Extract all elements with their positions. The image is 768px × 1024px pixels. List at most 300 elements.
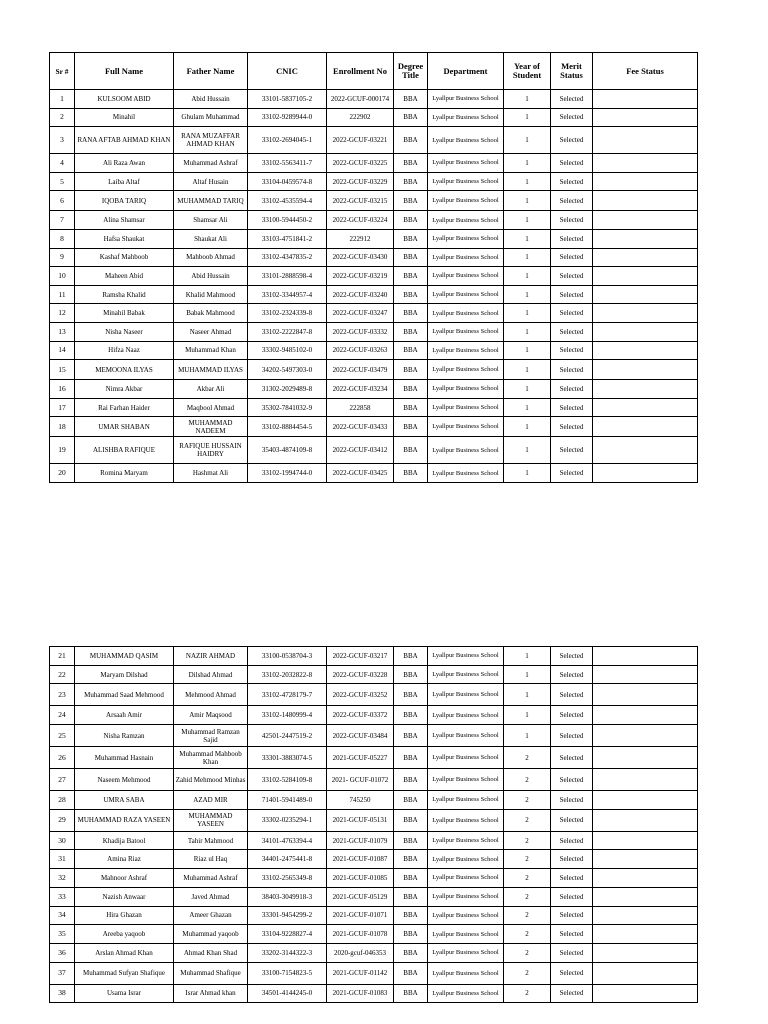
full-name-cell: Amina Riaz — [75, 850, 174, 869]
degree-title-cell: BBA — [394, 398, 428, 417]
student-table-1 — [49, 52, 698, 483]
father-name-cell: Mahboob Ahmad — [174, 248, 248, 267]
merit-status-cell: Selected — [551, 869, 593, 888]
cnic-cell: 42501-2447519-2 — [248, 725, 327, 747]
department-cell: Lyallpur Business School — [428, 267, 504, 286]
sr-cell: 26 — [50, 747, 75, 769]
father-name-cell: Khalid Mahmood — [174, 285, 248, 304]
merit-status-cell: Selected — [551, 925, 593, 944]
degree-title-cell: BBA — [394, 887, 428, 906]
cnic-cell: 33102-1480999-4 — [248, 706, 327, 725]
degree-title-cell: BBA — [394, 925, 428, 944]
table-1-body — [50, 90, 698, 483]
full-name-cell: Ali Raza Awan — [75, 154, 174, 173]
merit-status-cell: Selected — [551, 191, 593, 211]
full-name-cell: Nisha Ramzan — [75, 725, 174, 747]
sr-cell: 38 — [50, 984, 75, 1003]
department-cell: Lyallpur Business School — [428, 191, 504, 211]
department-cell: Lyallpur Business School — [428, 850, 504, 869]
fee-status-cell — [593, 869, 698, 888]
degree-title-cell: BBA — [394, 267, 428, 286]
year-of-student-cell: 1 — [504, 398, 551, 417]
table-row — [50, 172, 698, 191]
department-cell: Lyallpur Business School — [428, 706, 504, 725]
table-row — [50, 962, 698, 984]
degree-title-cell: BBA — [394, 831, 428, 850]
full-name-cell: Maheen Abid — [75, 267, 174, 286]
enrollment-no-cell: 2021-GCUF-05129 — [327, 887, 394, 906]
degree-title-cell: BBA — [394, 108, 428, 127]
fee-status-cell — [593, 437, 698, 464]
table-row — [50, 341, 698, 360]
fee-status-cell — [593, 850, 698, 869]
father-name-cell: Ameer Ghazan — [174, 906, 248, 925]
department-cell: Lyallpur Business School — [428, 398, 504, 417]
father-name-cell: Babak Mahmood — [174, 304, 248, 323]
department-cell: Lyallpur Business School — [428, 380, 504, 399]
sr-cell: 37 — [50, 962, 75, 984]
merit-status-cell: Selected — [551, 380, 593, 399]
year-of-student-cell: 2 — [504, 984, 551, 1003]
sr-cell: 36 — [50, 943, 75, 962]
cnic-cell: 33103-4751841-2 — [248, 229, 327, 248]
degree-title-cell: BBA — [394, 191, 428, 211]
father-name-cell: Amir Maqsood — [174, 706, 248, 725]
full-name-cell: Kashaf Mahboob — [75, 248, 174, 267]
table-row — [50, 769, 698, 791]
table-row — [50, 925, 698, 944]
enrollment-no-cell: 2022-GCUF-03430 — [327, 248, 394, 267]
fee-status-cell — [593, 906, 698, 925]
enrollment-no-cell: 222902 — [327, 108, 394, 127]
enrollment-no-cell: 745250 — [327, 791, 394, 810]
year-of-student-cell: 1 — [504, 725, 551, 747]
year-of-student-cell: 1 — [504, 322, 551, 341]
year-of-student-cell: 1 — [504, 341, 551, 360]
full-name-cell: MUHAMMAD RAZA YASEEN — [75, 809, 174, 831]
table-row — [50, 360, 698, 380]
cnic-cell: 33102-2694045-1 — [248, 127, 327, 154]
fee-status-cell — [593, 267, 698, 286]
degree-title-cell: BBA — [394, 172, 428, 191]
merit-status-cell: Selected — [551, 267, 593, 286]
merit-status-cell: Selected — [551, 211, 593, 230]
year-of-student-cell: 2 — [504, 943, 551, 962]
degree-title-cell: BBA — [394, 869, 428, 888]
department-cell: Lyallpur Business School — [428, 887, 504, 906]
fee-status-cell — [593, 769, 698, 791]
student-table-2 — [49, 646, 698, 1003]
father-name-cell: Akbar Ali — [174, 380, 248, 399]
full-name-cell: Rai Farhan Haider — [75, 398, 174, 417]
department-cell: Lyallpur Business School — [428, 809, 504, 831]
header-merit-status: Merit Status — [551, 53, 593, 90]
header-year-of-student: Year of Student — [504, 53, 551, 90]
full-name-cell: Hifza Naaz — [75, 341, 174, 360]
merit-status-cell: Selected — [551, 437, 593, 464]
merit-status-cell: Selected — [551, 154, 593, 173]
cnic-cell: 33202-3144322-3 — [248, 943, 327, 962]
sr-cell: 33 — [50, 887, 75, 906]
year-of-student-cell: 1 — [504, 127, 551, 154]
full-name-cell: Arslan Ahmad Khan — [75, 943, 174, 962]
table-row — [50, 831, 698, 850]
cnic-cell: 38403-3049918-3 — [248, 887, 327, 906]
table-row — [50, 285, 698, 304]
merit-status-cell: Selected — [551, 887, 593, 906]
fee-status-cell — [593, 665, 698, 684]
year-of-student-cell: 1 — [504, 154, 551, 173]
full-name-cell: Laiba Altaf — [75, 172, 174, 191]
department-cell: Lyallpur Business School — [428, 437, 504, 464]
sr-cell: 14 — [50, 341, 75, 360]
merit-status-cell: Selected — [551, 725, 593, 747]
cnic-cell: 35403-4874109-8 — [248, 437, 327, 464]
merit-status-cell: Selected — [551, 341, 593, 360]
year-of-student-cell: 1 — [504, 248, 551, 267]
table-row — [50, 267, 698, 286]
full-name-cell: Hira Ghazan — [75, 906, 174, 925]
full-name-cell: Naseem Mehmood — [75, 769, 174, 791]
full-name-cell: Minahil Babak — [75, 304, 174, 323]
sr-cell: 34 — [50, 906, 75, 925]
enrollment-no-cell: 2022-GCUF-03484 — [327, 725, 394, 747]
merit-status-cell: Selected — [551, 809, 593, 831]
full-name-cell: UMAR SHABAN — [75, 417, 174, 437]
sr-cell: 2 — [50, 108, 75, 127]
table-row — [50, 211, 698, 230]
cnic-cell: 31302-2029489-8 — [248, 380, 327, 399]
full-name-cell: UMRA SABA — [75, 791, 174, 810]
fee-status-cell — [593, 984, 698, 1003]
header-sr: Sr # — [50, 53, 75, 90]
table-row — [50, 90, 698, 109]
fee-status-cell — [593, 304, 698, 323]
cnic-cell: 34202-5497303-0 — [248, 360, 327, 380]
year-of-student-cell: 2 — [504, 769, 551, 791]
degree-title-cell: BBA — [394, 769, 428, 791]
department-cell: Lyallpur Business School — [428, 984, 504, 1003]
degree-title-cell: BBA — [394, 464, 428, 483]
table-row — [50, 869, 698, 888]
sr-cell: 6 — [50, 191, 75, 211]
department-cell: Lyallpur Business School — [428, 417, 504, 437]
full-name-cell: ALISHBA RAFIQUE — [75, 437, 174, 464]
full-name-cell: IQOBA TARIQ — [75, 191, 174, 211]
table-row — [50, 248, 698, 267]
fee-status-cell — [593, 90, 698, 109]
cnic-cell: 33102-2565349-8 — [248, 869, 327, 888]
year-of-student-cell: 2 — [504, 906, 551, 925]
enrollment-no-cell: 2021-GCUF-01142 — [327, 962, 394, 984]
fee-status-cell — [593, 360, 698, 380]
cnic-cell: 33302-0235294-1 — [248, 809, 327, 831]
enrollment-no-cell: 2022-GCUF-03240 — [327, 285, 394, 304]
degree-title-cell: BBA — [394, 211, 428, 230]
department-cell: Lyallpur Business School — [428, 769, 504, 791]
father-name-cell: MUHAMMAD ILYAS — [174, 360, 248, 380]
enrollment-no-cell: 2022-GCUF-03252 — [327, 684, 394, 706]
cnic-cell: 33102-9289944-0 — [248, 108, 327, 127]
merit-status-cell: Selected — [551, 943, 593, 962]
cnic-cell: 33101-5837105-2 — [248, 90, 327, 109]
enrollment-no-cell: 2022-GCUF-03215 — [327, 191, 394, 211]
fee-status-cell — [593, 380, 698, 399]
fee-status-cell — [593, 211, 698, 230]
merit-status-cell: Selected — [551, 769, 593, 791]
father-name-cell: MUHAMMAD TARIQ — [174, 191, 248, 211]
enrollment-no-cell: 2021-GCUF-01079 — [327, 831, 394, 850]
father-name-cell: Altaf Husain — [174, 172, 248, 191]
cnic-cell: 33102-4535594-4 — [248, 191, 327, 211]
enrollment-no-cell: 222858 — [327, 398, 394, 417]
department-cell: Lyallpur Business School — [428, 172, 504, 191]
department-cell: Lyallpur Business School — [428, 791, 504, 810]
full-name-cell: Romina Maryam — [75, 464, 174, 483]
year-of-student-cell: 2 — [504, 869, 551, 888]
degree-title-cell: BBA — [394, 90, 428, 109]
degree-title-cell: BBA — [394, 380, 428, 399]
table-row — [50, 706, 698, 725]
merit-status-cell: Selected — [551, 417, 593, 437]
full-name-cell: Minahil — [75, 108, 174, 127]
sr-cell: 11 — [50, 285, 75, 304]
sr-cell: 1 — [50, 90, 75, 109]
cnic-cell: 33100-0538704-3 — [248, 647, 327, 666]
fee-status-cell — [593, 417, 698, 437]
father-name-cell: Ahmad Khan Shad — [174, 943, 248, 962]
cnic-cell: 33104-0459574-8 — [248, 172, 327, 191]
year-of-student-cell: 1 — [504, 464, 551, 483]
fee-status-cell — [593, 229, 698, 248]
fee-status-cell — [593, 464, 698, 483]
fee-status-cell — [593, 341, 698, 360]
sr-cell: 25 — [50, 725, 75, 747]
fee-status-cell — [593, 191, 698, 211]
sr-cell: 3 — [50, 127, 75, 154]
department-cell: Lyallpur Business School — [428, 127, 504, 154]
father-name-cell: MUHAMMAD NADEEM — [174, 417, 248, 437]
year-of-student-cell: 2 — [504, 962, 551, 984]
department-cell: Lyallpur Business School — [428, 665, 504, 684]
fee-status-cell — [593, 706, 698, 725]
merit-status-cell: Selected — [551, 906, 593, 925]
year-of-student-cell: 1 — [504, 304, 551, 323]
full-name-cell: Alina Shamsar — [75, 211, 174, 230]
sr-cell: 9 — [50, 248, 75, 267]
degree-title-cell: BBA — [394, 943, 428, 962]
degree-title-cell: BBA — [394, 706, 428, 725]
fee-status-cell — [593, 322, 698, 341]
degree-title-cell: BBA — [394, 341, 428, 360]
degree-title-cell: BBA — [394, 229, 428, 248]
header-full-name: Full Name — [75, 53, 174, 90]
cnic-cell: 34401-2475441-8 — [248, 850, 327, 869]
department-cell: Lyallpur Business School — [428, 360, 504, 380]
degree-title-cell: BBA — [394, 647, 428, 666]
father-name-cell: Muhammad Ashraf — [174, 154, 248, 173]
cnic-cell: 33100-7154823-5 — [248, 962, 327, 984]
department-cell: Lyallpur Business School — [428, 725, 504, 747]
enrollment-no-cell: 2022-GCUF-03412 — [327, 437, 394, 464]
table-row — [50, 108, 698, 127]
full-name-cell: Maryam Dilshad — [75, 665, 174, 684]
table-row — [50, 906, 698, 925]
sr-cell: 21 — [50, 647, 75, 666]
degree-title-cell: BBA — [394, 417, 428, 437]
department-cell: Lyallpur Business School — [428, 211, 504, 230]
department-cell: Lyallpur Business School — [428, 925, 504, 944]
table-row — [50, 127, 698, 154]
cnic-cell: 33102-4728179-7 — [248, 684, 327, 706]
full-name-cell: Areeba yaqoob — [75, 925, 174, 944]
year-of-student-cell: 1 — [504, 108, 551, 127]
table-row — [50, 437, 698, 464]
father-name-cell: Maqbool Ahmad — [174, 398, 248, 417]
department-cell: Lyallpur Business School — [428, 943, 504, 962]
year-of-student-cell: 2 — [504, 850, 551, 869]
full-name-cell: RANA AFTAB AHMAD KHAN — [75, 127, 174, 154]
department-cell: Lyallpur Business School — [428, 285, 504, 304]
father-name-cell: Javed Ahmad — [174, 887, 248, 906]
sr-cell: 8 — [50, 229, 75, 248]
table-row — [50, 665, 698, 684]
year-of-student-cell: 1 — [504, 684, 551, 706]
father-name-cell: Shamsar Ali — [174, 211, 248, 230]
father-name-cell: Tahir Mahmood — [174, 831, 248, 850]
year-of-student-cell: 2 — [504, 925, 551, 944]
enrollment-no-cell: 2022-GCUF-03263 — [327, 341, 394, 360]
merit-status-cell: Selected — [551, 791, 593, 810]
table-row — [50, 647, 698, 666]
table-row — [50, 417, 698, 437]
enrollment-no-cell: 2021-GCUF-01071 — [327, 906, 394, 925]
fee-status-cell — [593, 108, 698, 127]
fee-status-cell — [593, 747, 698, 769]
degree-title-cell: BBA — [394, 437, 428, 464]
full-name-cell: Ramsha Khalid — [75, 285, 174, 304]
merit-status-cell: Selected — [551, 747, 593, 769]
table-row — [50, 322, 698, 341]
father-name-cell: RAFIQUE HUSSAIN HAIDRY — [174, 437, 248, 464]
fee-status-cell — [593, 398, 698, 417]
year-of-student-cell: 1 — [504, 211, 551, 230]
full-name-cell: Muhammad Saad Mehmood — [75, 684, 174, 706]
sr-cell: 24 — [50, 706, 75, 725]
table-row — [50, 984, 698, 1003]
cnic-cell: 33102-1994744-0 — [248, 464, 327, 483]
table-row — [50, 464, 698, 483]
cnic-cell: 33301-9454299-2 — [248, 906, 327, 925]
enrollment-no-cell: 2022-GCUF-03225 — [327, 154, 394, 173]
cnic-cell: 33301-3883074-5 — [248, 747, 327, 769]
degree-title-cell: BBA — [394, 665, 428, 684]
header-department: Department — [428, 53, 504, 90]
sr-cell: 7 — [50, 211, 75, 230]
enrollment-no-cell: 2020-gcuf-046353 — [327, 943, 394, 962]
sr-cell: 5 — [50, 172, 75, 191]
enrollment-no-cell: 2022-GCUF-03228 — [327, 665, 394, 684]
table-2-body — [50, 647, 698, 1003]
cnic-cell: 33101-2888598-4 — [248, 267, 327, 286]
degree-title-cell: BBA — [394, 127, 428, 154]
enrollment-no-cell: 2022-GCUF-03234 — [327, 380, 394, 399]
department-cell: Lyallpur Business School — [428, 869, 504, 888]
sr-cell: 18 — [50, 417, 75, 437]
sr-cell: 10 — [50, 267, 75, 286]
merit-status-cell: Selected — [551, 398, 593, 417]
merit-status-cell: Selected — [551, 665, 593, 684]
year-of-student-cell: 1 — [504, 665, 551, 684]
table-row — [50, 304, 698, 323]
father-name-cell: Abid Hussain — [174, 267, 248, 286]
fee-status-cell — [593, 725, 698, 747]
year-of-student-cell: 2 — [504, 831, 551, 850]
sr-cell: 27 — [50, 769, 75, 791]
sr-cell: 29 — [50, 809, 75, 831]
merit-status-cell: Selected — [551, 984, 593, 1003]
degree-title-cell: BBA — [394, 984, 428, 1003]
department-cell: Lyallpur Business School — [428, 322, 504, 341]
header-fee-status: Fee Status — [593, 53, 698, 90]
enrollment-no-cell: 2021-GCUF-01085 — [327, 869, 394, 888]
full-name-cell: Mahnoor Ashraf — [75, 869, 174, 888]
department-cell: Lyallpur Business School — [428, 906, 504, 925]
cnic-cell: 33102-2222847-8 — [248, 322, 327, 341]
enrollment-no-cell: 2022-GCUF-03219 — [327, 267, 394, 286]
sr-cell: 28 — [50, 791, 75, 810]
father-name-cell: Muhammad Mahboob Khan — [174, 747, 248, 769]
sr-cell: 35 — [50, 925, 75, 944]
cnic-cell: 34501-4144245-0 — [248, 984, 327, 1003]
enrollment-no-cell: 2021-GCUF-05131 — [327, 809, 394, 831]
year-of-student-cell: 1 — [504, 437, 551, 464]
table-row — [50, 943, 698, 962]
merit-status-cell: Selected — [551, 172, 593, 191]
year-of-student-cell: 1 — [504, 647, 551, 666]
enrollment-no-cell: 2022-GCUF-03247 — [327, 304, 394, 323]
merit-status-cell: Selected — [551, 304, 593, 323]
father-name-cell: Muhammad Ramzan Sajid — [174, 725, 248, 747]
fee-status-cell — [593, 925, 698, 944]
fee-status-cell — [593, 127, 698, 154]
degree-title-cell: BBA — [394, 304, 428, 323]
fee-status-cell — [593, 647, 698, 666]
department-cell: Lyallpur Business School — [428, 341, 504, 360]
full-name-cell: Nisha Naseer — [75, 322, 174, 341]
enrollment-no-cell: 2022-GCUF-03221 — [327, 127, 394, 154]
cnic-cell: 33102-2032822-8 — [248, 665, 327, 684]
father-name-cell: AZAD MIR — [174, 791, 248, 810]
table-row — [50, 791, 698, 810]
full-name-cell: Nimra Akbar — [75, 380, 174, 399]
father-name-cell: Shaukat Ali — [174, 229, 248, 248]
table-row — [50, 809, 698, 831]
department-cell: Lyallpur Business School — [428, 304, 504, 323]
fee-status-cell — [593, 962, 698, 984]
enrollment-no-cell: 222912 — [327, 229, 394, 248]
table-row — [50, 380, 698, 399]
table-row — [50, 684, 698, 706]
enrollment-no-cell: 2022-GCUF-000174 — [327, 90, 394, 109]
degree-title-cell: BBA — [394, 962, 428, 984]
full-name-cell: MEMOONA ILYAS — [75, 360, 174, 380]
fee-status-cell — [593, 248, 698, 267]
year-of-student-cell: 2 — [504, 887, 551, 906]
enrollment-no-cell: 2021-GCUF-01087 — [327, 850, 394, 869]
enrollment-no-cell: 2022-GCUF-03372 — [327, 706, 394, 725]
full-name-cell: Khadija Batool — [75, 831, 174, 850]
